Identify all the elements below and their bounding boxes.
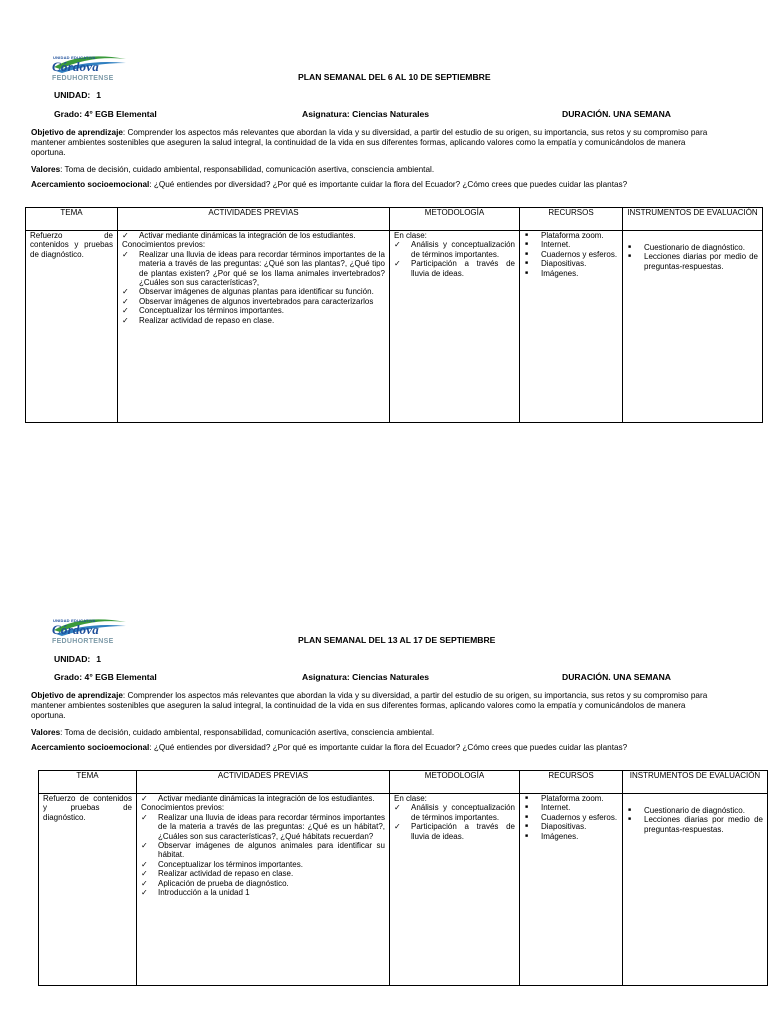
unit-label: UNIDAD: <box>54 90 91 100</box>
list-item: ■ Diapositivas. <box>524 259 618 268</box>
list-item: ✓ Observar imágenes de algunos animales para identificar su hábitat. <box>141 841 385 860</box>
evaluation-cell <box>623 231 763 423</box>
logo-name: Córdova <box>52 59 99 74</box>
list-item: ✓ Análisis y conceptualización de términos importantes. <box>394 240 515 259</box>
list-item: ■ Cuestionario de diagnóstico. <box>627 243 758 252</box>
header-activities: ACTIVIDADES PREVIAS <box>118 208 390 231</box>
logo-subtitle: FEDUHORTENSE <box>52 75 114 82</box>
activities-list <box>141 794 385 803</box>
activities-cell <box>137 794 390 986</box>
school-logo <box>50 53 128 85</box>
list-item: ■ Imágenes. <box>524 269 618 278</box>
header-resources: RECURSOS <box>520 771 623 794</box>
list-item: ✓ Participación a través de lluvia de ideas. <box>394 259 515 278</box>
methodology-label: En clase: <box>394 794 427 803</box>
list-item: ■ Plataforma zoom. <box>524 794 618 803</box>
table-header-row <box>26 208 763 231</box>
objective-text: : Comprender los aspectos más relevantes que abordan la vida y su diversidad, a partir del estudio de su origen, su importancia, sus retos y su compromiso para mantener ambientes sostenibles que aseguren la salud integral, la continuidad de la vida en sus diferentes formas, aplicando valores como la empatía y comunicándolos de manera oportuna. <box>31 691 708 720</box>
activities-sublabel: Conocimientos previos: <box>122 240 206 250</box>
evaluation-cell <box>623 794 768 986</box>
resources-list <box>524 231 618 278</box>
evaluation-list <box>627 243 758 271</box>
resources-list <box>524 794 618 841</box>
header-evaluation: INSTRUMENTOS DE EVALUACIÓN <box>623 771 768 794</box>
methodology-cell <box>390 794 520 986</box>
resources-cell <box>520 794 623 986</box>
approach-label: Acercamiento socioemocional <box>31 180 150 189</box>
methodology-list <box>394 240 515 278</box>
unit-label: UNIDAD: <box>54 654 91 664</box>
plan-table <box>25 207 763 423</box>
list-item: ■ Imágenes. <box>524 832 618 841</box>
header-evaluation: INSTRUMENTOS DE EVALUACIÓN <box>623 208 763 231</box>
header-methodology: METODOLOGÍA <box>390 208 520 231</box>
unit-line <box>54 654 101 664</box>
logo-name: Córdova <box>52 622 99 637</box>
list-item: ■ Internet. <box>524 803 618 812</box>
table-row <box>26 231 763 423</box>
logo-subtitle: FEDUHORTENSE <box>52 638 114 645</box>
tema-cell: Refuerzo de contenidos y pruebas de diagnóstico. <box>26 231 118 423</box>
values <box>31 165 721 175</box>
duration: DURACIÓN. UNA SEMANA <box>562 109 672 119</box>
grade: Grado: 4° EGB Elemental <box>54 109 157 119</box>
objective <box>31 128 721 157</box>
values-label: Valores <box>31 165 61 174</box>
list-item: ■ Cuestionario de diagnóstico. <box>627 806 763 815</box>
plan-table <box>38 770 768 986</box>
school-logo <box>50 616 128 648</box>
objective-text: : Comprender los aspectos más relevantes que abordan la vida y su diversidad, a partir del estudio de su origen, su importancia, sus retos y su compromiso para mantener ambientes sostenibles que aseguren la salud integral, la continuidad de la vida en sus diferentes formas, aplicando valores como la empatía y comunicándolos de manera oportuna. <box>31 128 708 157</box>
activities-list <box>122 250 385 325</box>
list-item: ✓ Análisis y conceptualización de términos importantes. <box>394 803 515 822</box>
unit-value: 1 <box>96 90 102 100</box>
grade: Grado: 4° EGB Elemental <box>54 672 157 682</box>
resources-cell <box>520 231 623 423</box>
list-item: ✓ Activar mediante dinámicas la integración de los estudiantes. <box>122 231 385 240</box>
values-text: : Toma de decisión, cuidado ambiental, responsabilidad, comunicación asertiva, consciencia ambiental. <box>60 728 435 737</box>
unit-line <box>54 90 101 100</box>
objective-label: Objetivo de aprendizaje <box>31 128 123 137</box>
list-item: ✓ Observar imágenes de algunos invertebrados para caracterizarlos <box>122 297 385 306</box>
values <box>31 728 721 738</box>
logo-top-text: UNIDAD EDUCATIVA <box>53 55 96 60</box>
activities-list <box>141 813 385 898</box>
values-text: : Toma de decisión, cuidado ambiental, responsabilidad, comunicación asertiva, consciencia ambiental. <box>60 165 435 174</box>
tema-cell: Refuerzo de contenidos y pruebas de diagnóstico. <box>39 794 137 986</box>
list-item: ✓ Realizar una lluvia de ideas para recordar términos importantes de la materia a través de las preguntas: ¿Qué son las plantas?, ¿Qué tipo de plantas existen? ¿Por qué se los llama animales invertebrados? ¿Cuáles son sus características?, <box>122 250 385 288</box>
approach-text: : ¿Qué entiendes por diversidad? ¿Por qué es importante cuidar la flora del Ecuador? ¿Cómo crees que puedes cuidar las plantas? <box>149 743 628 752</box>
activities-cell <box>118 231 390 423</box>
socioemotional-approach <box>31 180 721 190</box>
header-methodology: METODOLOGÍA <box>390 771 520 794</box>
list-item: ✓ Realizar actividad de repaso en clase. <box>122 316 385 325</box>
objective <box>31 691 721 720</box>
header-tema: TEMA <box>26 208 118 231</box>
logo-top-text: UNIDAD EDUCATIVA <box>53 618 96 623</box>
list-item: ✓ Observar imágenes de algunas plantas para identificar su función. <box>122 287 385 296</box>
subject: Asignatura: Ciencias Naturales <box>302 109 430 119</box>
list-item: ✓ Participación a través de lluvia de ideas. <box>394 822 515 841</box>
list-item: ■ Cuadernos y esferos. <box>524 813 618 822</box>
list-item: ✓ Realizar actividad de repaso en clase. <box>141 869 385 878</box>
list-item: ✓ Realizar una lluvia de ideas para recordar términos importantes de la materia a través de las preguntas: ¿Qué es un hábitat?, ¿Cuáles son sus características?, ¿Qué hábitats recuerdan? <box>141 813 385 841</box>
list-item: ✓ Introducción a la unidad 1 <box>141 888 385 897</box>
list-item: ■ Internet. <box>524 240 618 249</box>
approach-text: : ¿Qué entiendes por diversidad? ¿Por qué es importante cuidar la flora del Ecuador? ¿Cómo crees que puedes cuidar las plantas? <box>149 180 628 189</box>
list-item: ✓ Conceptualizar los términos importantes. <box>141 860 385 869</box>
duration: DURACIÓN. UNA SEMANA <box>562 672 672 682</box>
table-row <box>39 794 768 986</box>
activities-list <box>122 231 385 240</box>
approach-label: Acercamiento socioemocional <box>31 743 150 752</box>
list-item: ✓ Aplicación de prueba de diagnóstico. <box>141 879 385 888</box>
list-item: ■ Plataforma zoom. <box>524 231 618 240</box>
objective-label: Objetivo de aprendizaje <box>31 691 123 700</box>
list-item: ✓ Conceptualizar los términos importantes. <box>122 306 385 315</box>
header-activities: ACTIVIDADES PREVIAS <box>137 771 390 794</box>
unit-value: 1 <box>96 654 102 664</box>
list-item: ■ Cuadernos y esferos. <box>524 250 618 259</box>
table-header-row <box>39 771 768 794</box>
activities-sublabel: Conocimientos previos: <box>141 803 225 813</box>
subject: Asignatura: Ciencias Naturales <box>302 672 430 682</box>
methodology-list <box>394 803 515 841</box>
socioemotional-approach <box>31 743 721 753</box>
header-tema: TEMA <box>39 771 137 794</box>
list-item: ■ Diapositivas. <box>524 822 618 831</box>
methodology-cell <box>390 231 520 423</box>
plan-title: PLAN SEMANAL DEL 13 AL 17 DE SEPTIEMBRE <box>298 635 496 645</box>
values-label: Valores <box>31 728 61 737</box>
header-resources: RECURSOS <box>520 208 623 231</box>
methodology-label: En clase: <box>394 231 427 240</box>
evaluation-list <box>627 806 763 834</box>
list-item: ■ Lecciones diarias por medio de preguntas-respuestas. <box>627 815 763 834</box>
list-item: ✓ Activar mediante dinámicas la integración de los estudiantes. <box>141 794 385 803</box>
list-item: ■ Lecciones diarias por medio de preguntas-respuestas. <box>627 252 758 271</box>
plan-title: PLAN SEMANAL DEL 6 AL 10 DE SEPTIEMBRE <box>298 72 491 82</box>
